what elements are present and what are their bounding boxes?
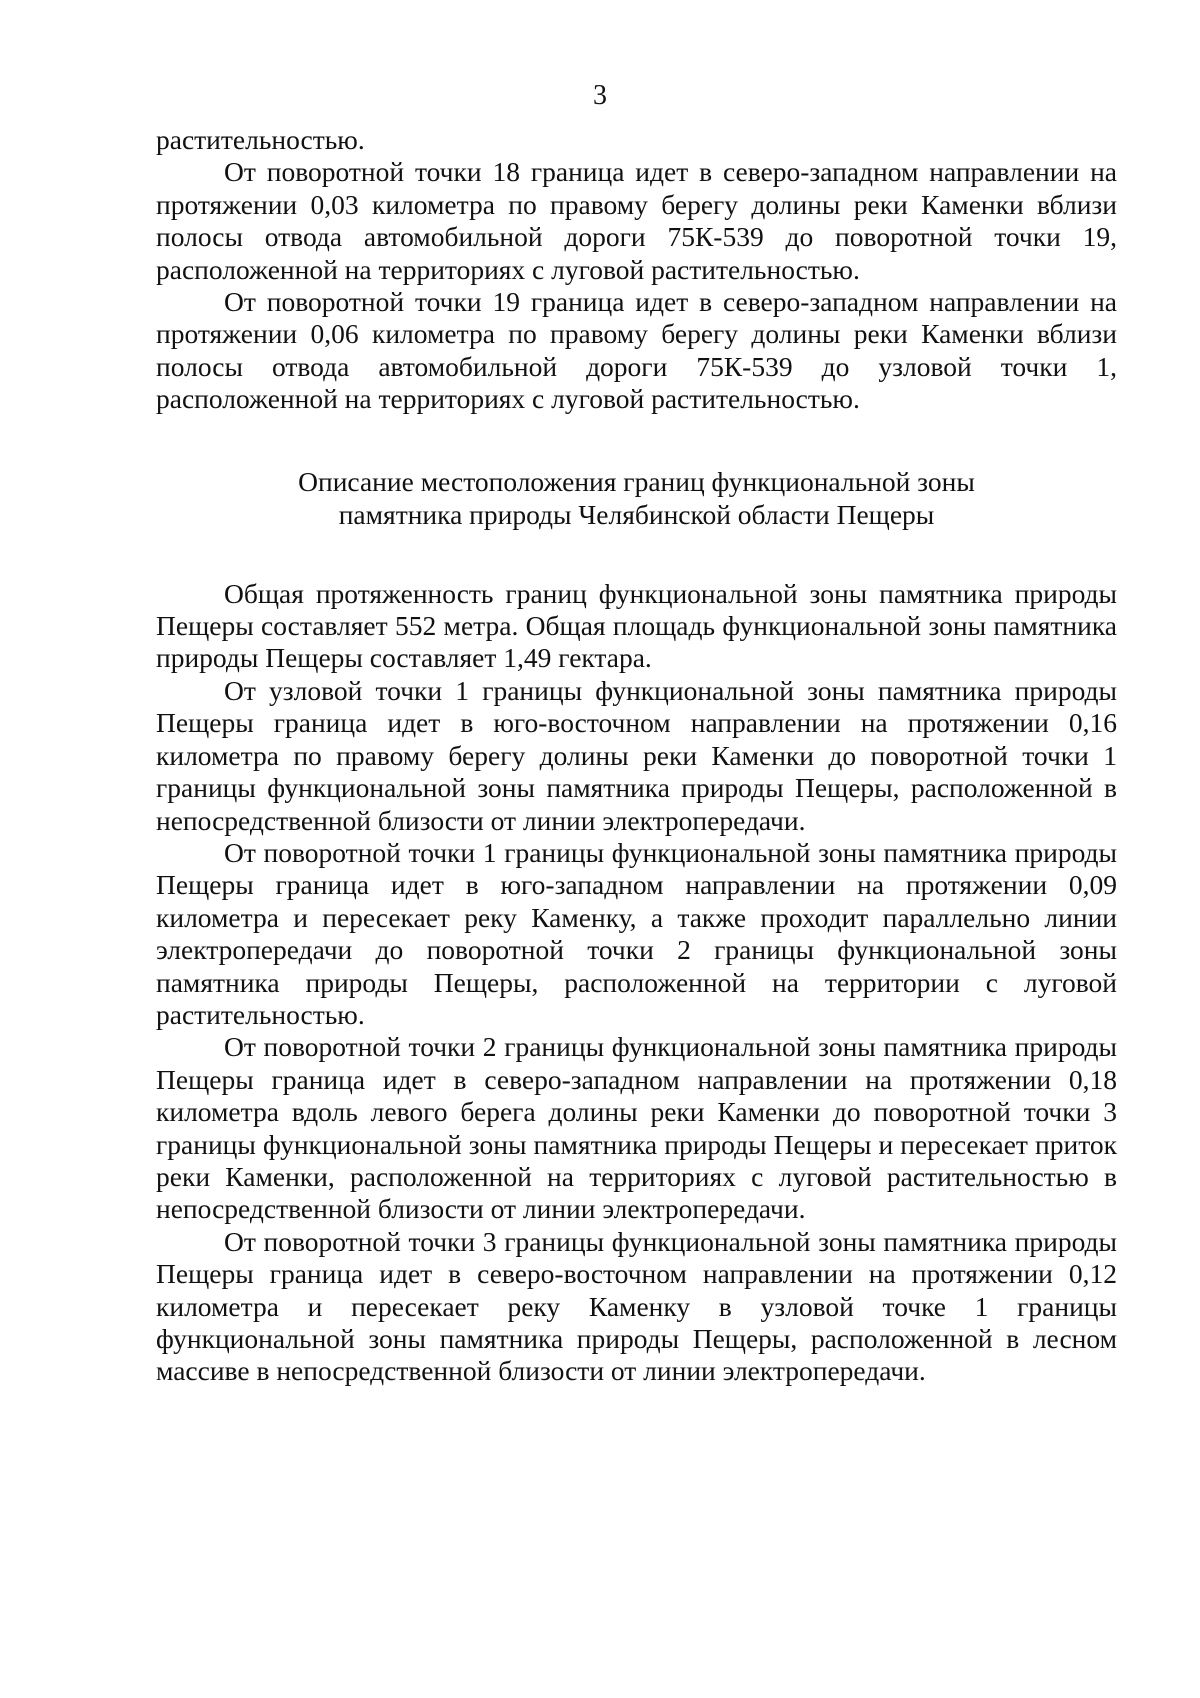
paragraph-total-length: Общая протяженность границ функциональной зоны памятника природы Пещеры составляет 552 метра. Общая площадь функциональной зоны памятника природы Пещеры составляет 1,49 гектара. (156, 577, 1117, 674)
section-heading-line-2: памятника природы Челябинской области Пещеры (338, 498, 935, 530)
paragraph-turning-point-3: От поворотной точки 3 границы функциональной зоны памятника природы Пещеры граница идет в северо-восточном направлении на протяжении 0,12 километра и пересекает реку Каменку в узловой точке 1 границы функциональной зоны памятника природы Пещеры, расположенной в лесном массиве в непосредственной близости от линии электропередачи. (156, 1225, 1117, 1387)
section-heading (156, 465, 1117, 531)
paragraph-node-point-1: От узловой точки 1 границы функциональной зоны памятника природы Пещеры граница идет в юго-восточном направлении на протяжении 0,16 километра по правому берегу долины реки Каменки до поворотной точки 1 границы функциональной зоны памятника природы Пещеры, расположенной в непосредственной близости от линии электропередачи. (156, 674, 1117, 836)
paragraph-turning-point-1: От поворотной точки 1 границы функциональной зоны памятника природы Пещеры граница идет в юго-западном направлении на протяжении 0,09 километра и пересекает реку Каменку, а также проходит параллельно линии электропередачи до поворотной точки 2 границы функциональной зоны памятника природы Пещеры, расположенной на территории с луговой растительностью. (156, 836, 1117, 1030)
paragraph-continuation: растительностью. (156, 124, 365, 155)
paragraph-point-18: От поворотной точки 18 граница идет в северо-западном направлении на протяжении 0,03 километра по правому берегу долины реки Каменки вблизи полосы отвода автомобильной дороги 75К-539 до поворотной точки 19, расположенной на территориях с луговой растительностью. (156, 156, 1117, 285)
page-number: 3 (593, 80, 607, 111)
section-heading-line-1: Описание местоположения границ функциональной зоны (298, 465, 975, 497)
paragraph-point-19: От поворотной точки 19 граница идет в северо-западном направлении на протяжении 0,06 километра по правому берегу долины реки Каменки вблизи полосы отвода автомобильной дороги 75К-539 до узловой точки 1, расположенной на территориях с луговой растительностью. (156, 286, 1117, 415)
paragraph-turning-point-2: От поворотной точки 2 границы функциональной зоны памятника природы Пещеры граница идет в северо-западном направлении на протяжении 0,18 километра вдоль левого берега долины реки Каменки до поворотной точки 3 границы функциональной зоны памятника природы Пещеры и пересекает приток реки Каменки, расположенной на территориях с луговой растительностью в непосредственной близости от линии электропередачи. (156, 1031, 1117, 1225)
document-body (156, 124, 1117, 1388)
